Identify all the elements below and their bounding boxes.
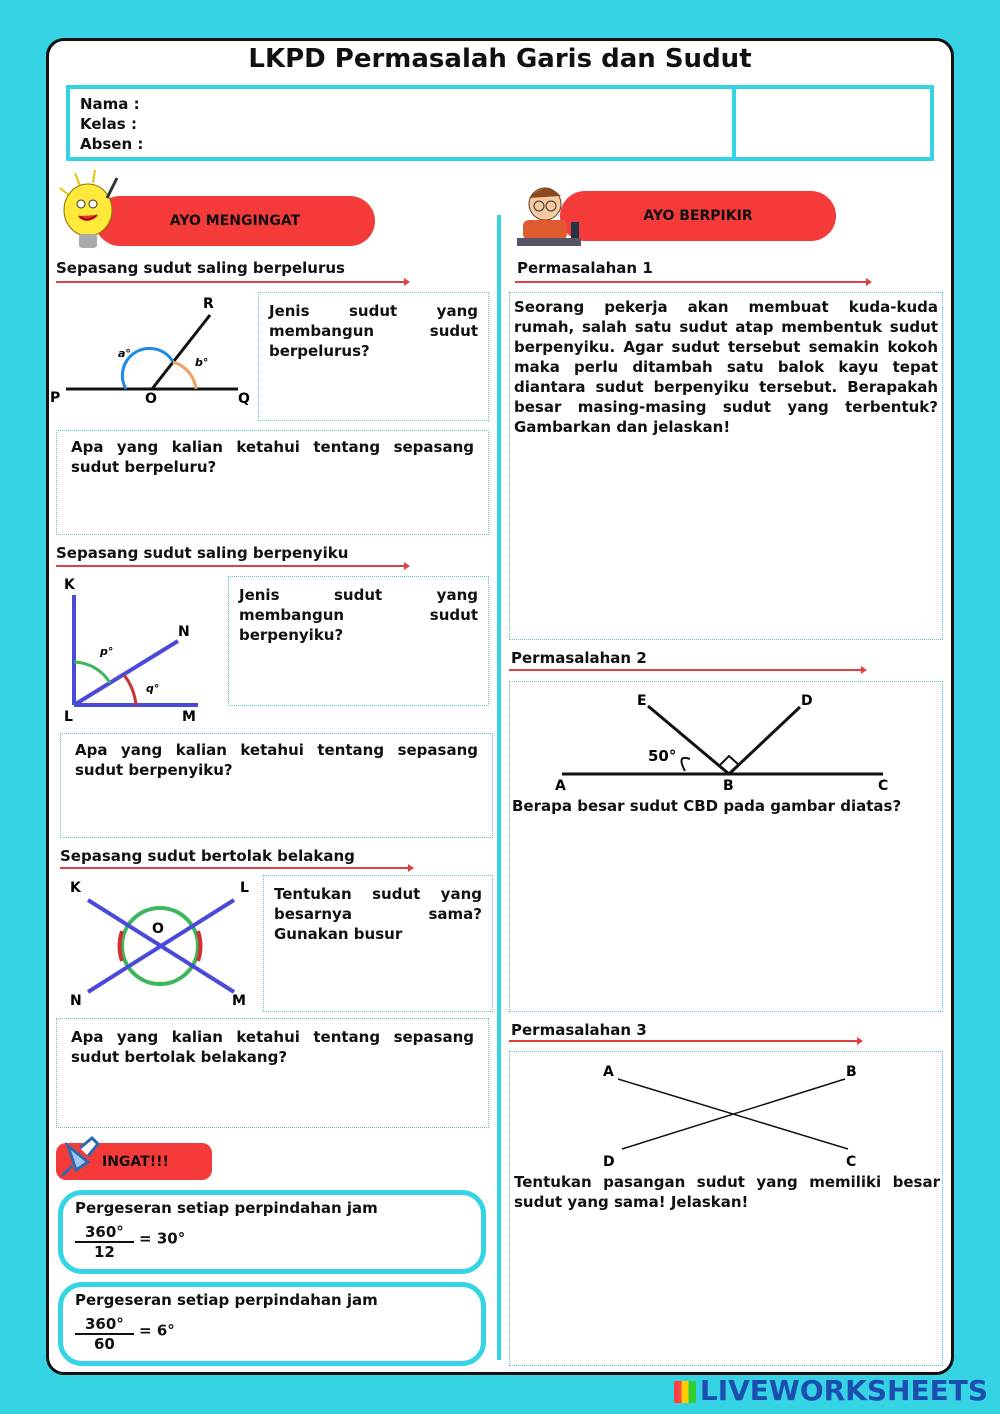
diagram-permasalahan-2 xyxy=(510,682,940,797)
label-c: C xyxy=(878,778,889,794)
label-q: Q xyxy=(238,391,250,407)
label-k: K xyxy=(64,577,75,593)
kelas-label: Kelas : xyxy=(80,115,137,133)
liveworksheets-logo[interactable] xyxy=(674,1374,988,1407)
section-heading-bertolak-belakang: Sepasang sudut bertolak belakang xyxy=(60,847,355,865)
answer-box-bertolak-belakang[interactable]: Apa yang kalian ketahui tentang sepasang sudut bertolak belakang? xyxy=(56,1018,489,1128)
ingat-title: Pergeseran setiap perpindahan jam xyxy=(75,1291,378,1309)
label-d: D xyxy=(801,693,813,709)
angle-label: 50° xyxy=(648,747,677,765)
diagram-permasalahan-3 xyxy=(510,1052,940,1172)
nama-label: Nama : xyxy=(80,95,140,113)
label-p-angle: p° xyxy=(100,645,114,658)
label-p: P xyxy=(50,390,61,406)
fraction-result: = 6° xyxy=(139,1321,175,1340)
label-b: B xyxy=(846,1064,857,1080)
label-a: a° xyxy=(118,347,131,360)
ayo-mengingat-banner: AYO MENGINGAT xyxy=(95,196,375,246)
label-m: M xyxy=(182,709,196,725)
label-r: R xyxy=(203,296,214,312)
question-box-berpenyiku[interactable]: Jenis sudut yang membangun sudut berpenyiku? xyxy=(228,576,489,706)
heading-underline xyxy=(509,669,865,671)
label-m: M xyxy=(232,993,246,1009)
student-thinking-icon xyxy=(515,180,587,250)
fraction-result: = 30° xyxy=(139,1229,186,1248)
ingat-box-jam xyxy=(58,1190,486,1274)
permasalahan-3-box[interactable] xyxy=(509,1051,943,1366)
fraction-denominator: 12 xyxy=(93,1243,115,1261)
section-heading-berpelurus: Sepasang sudut saling berpelurus xyxy=(56,259,345,277)
permasalahan-1-heading: Permasalahan 1 xyxy=(517,259,653,277)
diagram-berpenyiku xyxy=(58,573,208,728)
absen-label: Absen : xyxy=(80,135,144,153)
label-o: O xyxy=(145,391,157,407)
label-n: N xyxy=(178,624,190,640)
heading-underline xyxy=(515,281,870,283)
identity-box xyxy=(66,85,934,161)
ingat-banner: INGAT!!! xyxy=(56,1143,212,1180)
answer-box-berpelurus[interactable]: Apa yang kalian ketahui tentang sepasang sudut berpeluru? xyxy=(56,430,489,535)
lightbulb-icon xyxy=(55,168,130,253)
label-e: E xyxy=(637,693,647,709)
label-d: D xyxy=(603,1154,615,1170)
question-box-berpelurus[interactable]: Jenis sudut yang membangun sudut berpelurus? xyxy=(258,292,489,421)
fraction-denominator: 60 xyxy=(93,1335,115,1353)
section-heading-berpenyiku: Sepasang sudut saling berpenyiku xyxy=(56,544,349,562)
divider xyxy=(732,89,736,157)
permasalahan-3-heading: Permasalahan 3 xyxy=(511,1021,647,1039)
fraction-numerator: 360° xyxy=(75,1315,134,1335)
ingat-title: Pergeseran setiap perpindahan jam xyxy=(75,1199,378,1217)
label-b: b° xyxy=(195,356,209,369)
diagram-berpelurus xyxy=(48,290,258,410)
ayo-berpikir-banner: AYO BERPIKIR xyxy=(560,191,836,241)
heading-underline xyxy=(56,565,408,567)
logo-icon xyxy=(674,1381,696,1403)
diagram-bertolak-belakang xyxy=(62,876,262,1014)
label-a: A xyxy=(603,1064,614,1080)
answer-box-berpenyiku[interactable]: Apa yang kalian ketahui tentang sepasang sudut berpenyiku? xyxy=(60,733,493,838)
fraction-numerator: 360° xyxy=(75,1223,134,1243)
heading-underline xyxy=(56,281,408,283)
heading-underline xyxy=(509,1040,861,1042)
permasalahan-3-question: Tentukan pasangan sudut yang memiliki besar sudut yang sama! Jelaskan! xyxy=(514,1173,940,1211)
label-k: K xyxy=(70,880,81,896)
logo-text: LIVEWORKSHEETS xyxy=(699,1374,988,1407)
label-o: O xyxy=(152,921,164,937)
column-divider xyxy=(497,215,501,1360)
permasalahan-2-question: Berapa besar sudut CBD pada gambar diatas? xyxy=(512,797,902,815)
permasalahan-2-heading: Permasalahan 2 xyxy=(511,649,647,667)
question-box-bertolak-belakang[interactable]: Tentukan sudut yang besarnya sama? Gunakan busur xyxy=(263,875,493,1012)
label-n: N xyxy=(70,993,82,1009)
label-l: L xyxy=(64,709,73,725)
permasalahan-2-box[interactable] xyxy=(509,681,943,1012)
ingat-box-menit xyxy=(58,1282,486,1366)
heading-underline xyxy=(60,867,412,869)
label-b: B xyxy=(723,778,734,794)
label-a: A xyxy=(555,778,566,794)
permasalahan-1-box[interactable]: Seorang pekerja akan membuat kuda-kuda rumah, salah satu sudut atap membentuk sudut berpenyiku. Agar sudut tersebut semakin kokoh maka perlu ditambah satu balok kayu tepat diantara sudut berpenyiku tersebut. Berapakah besar masing-masing sudut yang terbentuk? Gambarkan dan jelaskan! xyxy=(509,292,943,640)
pushpin-icon xyxy=(58,1134,102,1178)
label-l: L xyxy=(240,880,249,896)
label-q-angle: q° xyxy=(146,682,160,695)
page-title: LKPD Permasalah Garis dan Sudut xyxy=(248,44,752,74)
label-c: C xyxy=(846,1154,857,1170)
